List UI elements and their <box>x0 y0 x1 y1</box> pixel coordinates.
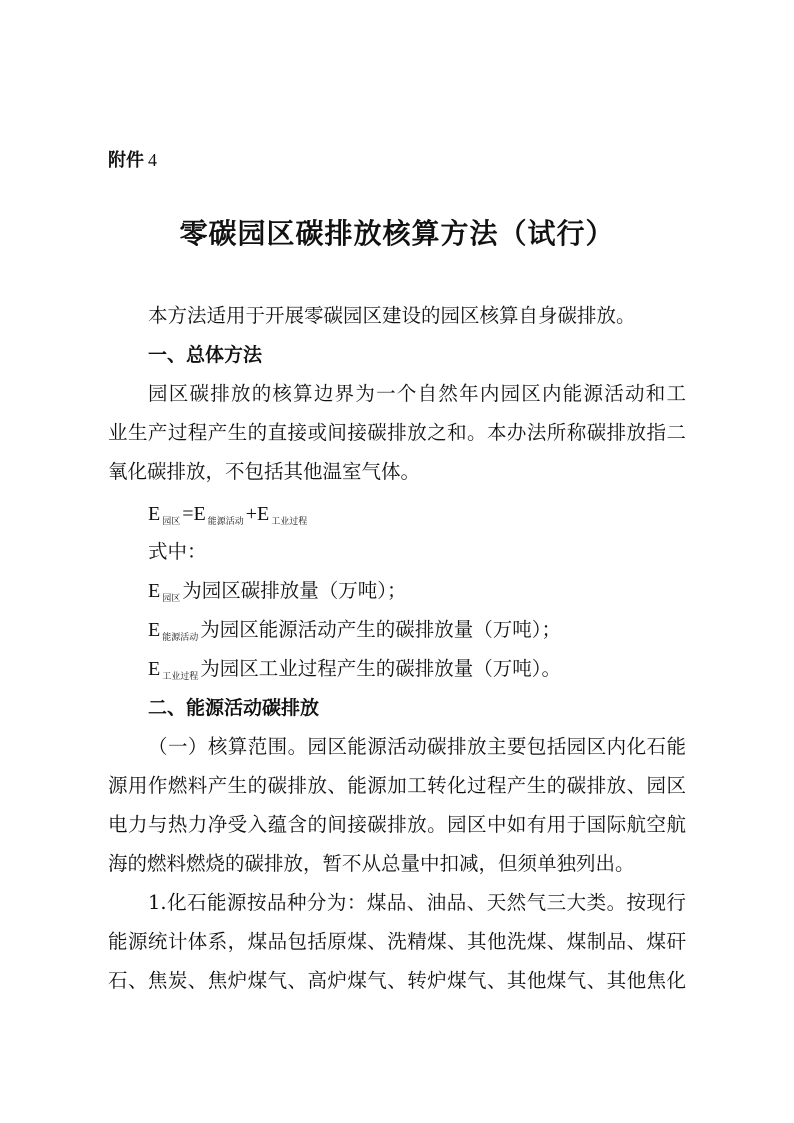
definition-subscript: 能源活动 <box>162 633 199 643</box>
formula-subscript: 能源活动 <box>207 516 244 526</box>
formula-plus: +E <box>245 503 270 525</box>
paragraph-line: 源用作燃料产生的碳排放、能源加工转化过程产生的碳排放、园区 <box>108 774 686 797</box>
paragraph-line: 能源统计体系，煤品包括原煤、洗精煤、其他洗煤、煤制品、煤矸 <box>108 930 686 953</box>
paragraph-line: 氧化碳排放，不包括其他温室气体。 <box>108 460 421 483</box>
definition-subscript: 工业过程 <box>162 672 199 682</box>
paragraph-line: 海的燃料燃烧的碳排放，暂不从总量中扣减，但须单独列出。 <box>108 852 635 875</box>
definition-line <box>108 657 686 689</box>
attachment-number: 4 <box>148 150 157 170</box>
definition-text: 为园区碳排放量（万吨）； <box>182 579 407 602</box>
formula-symbol: E <box>148 503 161 525</box>
document-title: 零碳园区碳排放核算方法（试行） <box>179 217 615 250</box>
section-heading-1: 一、总体方法 <box>148 344 263 366</box>
formula <box>108 502 686 533</box>
formula-subscript: 园区 <box>162 516 181 526</box>
definition-symbol: E <box>148 658 161 680</box>
definition-line <box>108 618 686 650</box>
paragraph-line: 业生产过程产生的直接或间接碳排放之和。本办法所称碳排放指二 <box>108 421 686 444</box>
formula-subscript: 工业过程 <box>271 516 308 526</box>
definition-subscript: 园区 <box>162 594 181 604</box>
attachment-label <box>108 146 157 172</box>
attachment-word: 附件 <box>108 150 144 171</box>
definition-line <box>108 579 686 611</box>
paragraph-line: 石、焦炭、焦炉煤气、高炉煤气、转炉煤气、其他煤气、其他焦化 <box>108 969 686 992</box>
definition-symbol: E <box>148 580 161 602</box>
definition-text: 为园区工业过程产生的碳排放量（万吨）。 <box>200 657 561 680</box>
paragraph-line: 园区碳排放的核算边界为一个自然年内园区内能源活动和工 <box>148 382 686 405</box>
intro-paragraph: 本方法适用于开展零碳园区建设的园区核算自身碳排放。 <box>148 304 636 327</box>
paragraph-line: 1.化石能源按品种分为：煤品、油品、天然气三大类。按现行 <box>148 891 686 914</box>
where-label: 式中： <box>148 540 207 563</box>
paragraph-line: （一）核算范围。园区能源活动碳排放主要包括园区内化石能 <box>148 735 686 758</box>
definition-symbol: E <box>148 619 161 641</box>
formula-equals: =E <box>182 503 206 525</box>
section-heading-2: 二、能源活动碳排放 <box>148 697 320 719</box>
definition-text: 为园区能源活动产生的碳排放量（万吨）； <box>200 618 561 641</box>
paragraph-line: 电力与热力净受入蕴含的间接碳排放。园区中如有用于国际航空航 <box>108 813 686 836</box>
